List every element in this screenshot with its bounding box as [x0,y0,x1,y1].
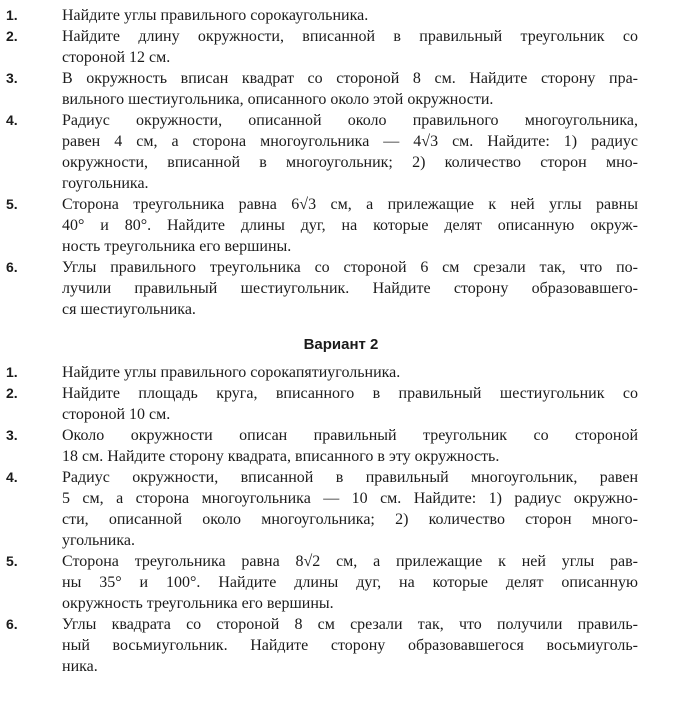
problem-line: ный восьмиугольник. Найдите сторону образовавшегося восьмиуголь- [62,637,638,654]
problem-number: 2. [6,385,18,401]
problem-line: ность треугольника его вершины. [62,238,292,255]
problem-number: 3. [6,70,18,86]
problem-line: Углы квадрата со стороной 8 см срезали так, что получили правиль- [62,616,638,633]
problem-number: 5. [6,553,18,569]
problem-line: Найдите площадь круга, вписанного в правильный шестиугольник со [62,385,638,402]
problem-item [0,362,682,383]
problem-text [62,614,638,677]
problem-line: равен 4 см, а сторона многоугольника — 4√3 см. Найдите: 1) радиус [62,133,638,150]
problem-line: Найдите углы правильного сорокаугольника. [62,7,369,24]
problem-text [62,194,638,257]
problem-line: Радиус окружности, описанной около правильного многоугольника, [62,112,638,129]
problem-line: Углы правильного треугольника со стороной 6 см срезали так, что по- [62,259,638,276]
problem-line: Около окружности описан правильный треугольник со стороной [62,427,638,444]
problem-number: 1. [6,364,18,380]
problem-item [0,5,682,26]
problem-text [62,551,638,614]
problem-number: 5. [6,196,18,212]
problem-line: угольника. [62,532,135,549]
problem-item [0,383,682,425]
problem-number: 4. [6,112,18,128]
problem-line: 40° и 80°. Найдите длины дуг, на которые делят описанную окруж- [62,217,638,234]
problem-line: лучили правильный шестиугольник. Найдите сторону образовавшего- [62,280,638,297]
problem-line: Сторона треугольника равна 8√2 см, а прилежащие к ней углы рав- [62,553,638,570]
variant-2-problem-list [0,362,682,677]
problem-item [0,68,682,110]
problem-text [62,257,638,320]
problem-line: Радиус окружности, вписанной в правильный многоугольник, равен [62,469,638,486]
problem-text [62,5,638,26]
problem-line: окружность треугольника его вершины. [62,595,334,612]
problem-line: ника. [62,658,98,675]
problem-text [62,467,638,551]
problem-text [62,110,638,194]
problem-line: Найдите длину окружности, вписанной в правильный треугольник со [62,28,638,45]
variant-2-heading: Вариант 2 [303,336,379,353]
problem-line: сти, описанной около многоугольника; 2) количество сторон много- [62,511,638,528]
problem-line: окружности, вписанной в многоугольник; 2) количество сторон мно- [62,154,638,171]
problem-line: стороной 12 см. [62,49,171,66]
problem-text [62,68,638,110]
problem-number: 2. [6,28,18,44]
problem-item [0,26,682,68]
problem-line: ны 35° и 100°. Найдите длины дуг, на которые делят описанную [62,574,638,591]
problem-line: В окружность вписан квадрат со стороной 8 см. Найдите сторону пра- [62,70,638,87]
problem-number: 4. [6,469,18,485]
problem-line: гоугольника. [62,175,149,192]
problem-number: 3. [6,427,18,443]
problem-line: ся шестиугольника. [62,301,196,318]
problem-line: Найдите углы правильного сорокапятиугольника. [62,364,401,381]
problem-line: стороной 10 см. [62,406,171,423]
problem-line: Сторона треугольника равна 6√3 см, а прилежащие к ней углы равны [62,196,638,213]
problem-item [0,551,682,614]
problem-item [0,110,682,194]
problem-text [62,362,638,383]
variant-1-problem-list [0,5,682,320]
problem-line: вильного шестиугольника, описанного около этой окружности. [62,91,494,108]
problem-number: 6. [6,259,18,275]
problem-number: 6. [6,616,18,632]
problem-item [0,194,682,257]
problem-line: 18 см. Найдите сторону квадрата, вписанного в эту окружность. [62,448,500,465]
problem-item [0,467,682,551]
problem-item [0,614,682,677]
problem-number: 1. [6,7,18,23]
problem-item [0,425,682,467]
problem-text [62,383,638,425]
problem-text [62,26,638,68]
problem-text [62,425,638,467]
problem-item [0,257,682,320]
problem-line: 5 см, а сторона многоугольника — 10 см. Найдите: 1) радиус окружно- [62,490,638,507]
